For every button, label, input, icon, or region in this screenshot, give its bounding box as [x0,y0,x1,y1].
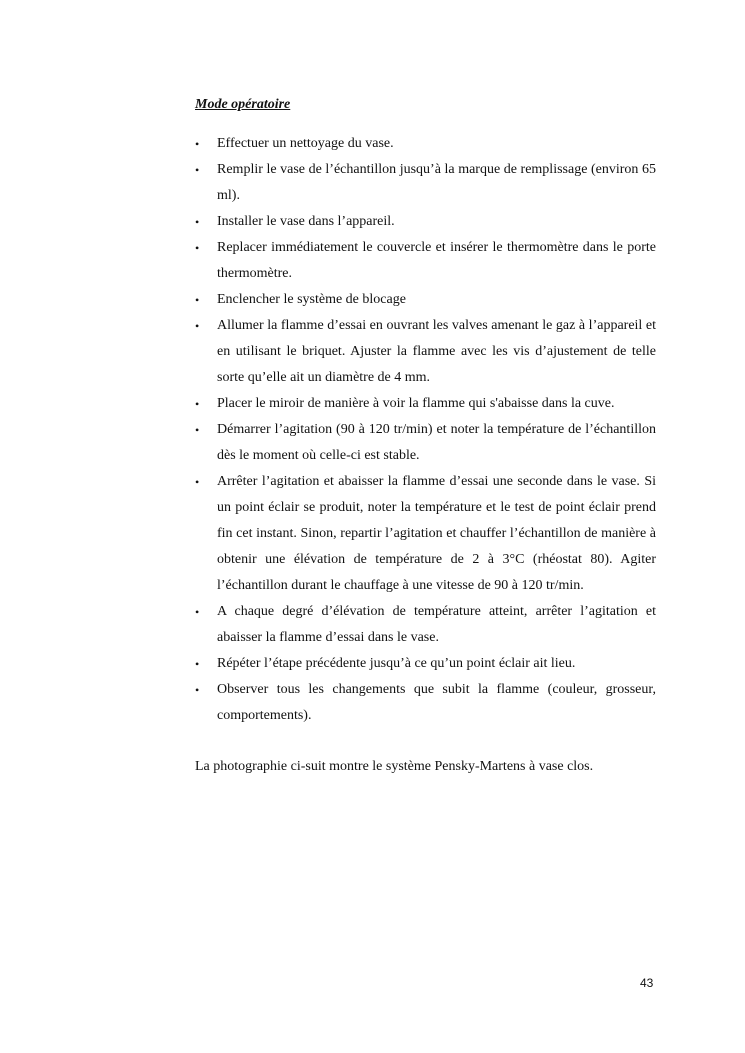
step-text: Installer le vase dans l’appareil. [217,214,395,229]
step-text: Démarrer l’agitation (90 à 120 tr/min) et noter la température de l’échantillon dès le moment où celle-ci est stable. [217,422,656,463]
procedure-step [195,651,656,677]
bullet-icon: • [195,137,200,151]
bullet-icon: • [195,605,200,619]
procedure-step [195,599,656,651]
step-text: Placer le miroir de manière à voir la flamme qui s'abaisse dans la cuve. [217,396,615,411]
step-text: Allumer la flamme d’essai en ouvrant les valves amenant le gaz à l’appareil et en utilisant le briquet. Ajuster la flamme avec les vis d’ajustement de telle sorte qu’elle ait un diamètre de 4 mm. [217,318,656,385]
procedure-step [195,391,656,417]
bullet-icon: • [195,319,200,333]
procedure-step [195,469,656,599]
step-text: Observer tous les changements que subit la flamme (couleur, grosseur, comportements). [217,682,656,723]
procedure-step [195,157,656,209]
step-text: Effectuer un nettoyage du vase. [217,136,394,151]
procedure-step [195,313,656,391]
step-text: Remplir le vase de l’échantillon jusqu’à la marque de remplissage (environ 65 ml). [217,162,656,203]
procedure-step [195,131,656,157]
page-number: 43 [640,976,654,990]
procedure-step [195,235,656,287]
closing-paragraph: La photographie ci-suit montre le système Pensky-Martens à vase clos. [195,759,594,774]
step-text: Répéter l’étape précédente jusqu’à ce qu’un point éclair ait lieu. [217,656,576,671]
step-text: A chaque degré d’élévation de température atteint, arrêter l’agitation et abaisser la flamme d’essai dans le vase. [217,604,656,645]
step-text: Enclencher le système de blocage [217,292,406,307]
bullet-icon: • [195,657,200,671]
bullet-icon: • [195,423,200,437]
page-content [195,93,656,794]
bullet-icon: • [195,215,200,229]
bullet-icon: • [195,397,200,411]
bullet-icon: • [195,241,200,255]
bullet-icon: • [195,475,200,489]
step-text: Arrêter l’agitation et abaisser la flamme d’essai une seconde dans le vase. Si un point éclair se produit, noter la température et le test de point éclair prend fin cet instant. Sinon, repartir l’agitation et chauffer l’échantillon de manière à obtenir une élévation de température de 2 à 3°C (rhéostat 80). Agiter l’échantillon durant le chauffage à une vitesse de 90 à 120 tr/min. [217,474,656,593]
bullet-icon: • [195,293,200,307]
procedure-step [195,417,656,469]
bullet-icon: • [195,683,200,697]
step-text: Replacer immédiatement le couvercle et insérer le thermomètre dans le porte thermomètre. [217,240,656,281]
procedure-step [195,209,656,235]
procedure-step [195,677,656,729]
section-title: Mode opératoire [195,97,291,112]
bullet-icon: • [195,163,200,177]
procedure-step [195,287,656,313]
procedure-list [195,131,656,729]
